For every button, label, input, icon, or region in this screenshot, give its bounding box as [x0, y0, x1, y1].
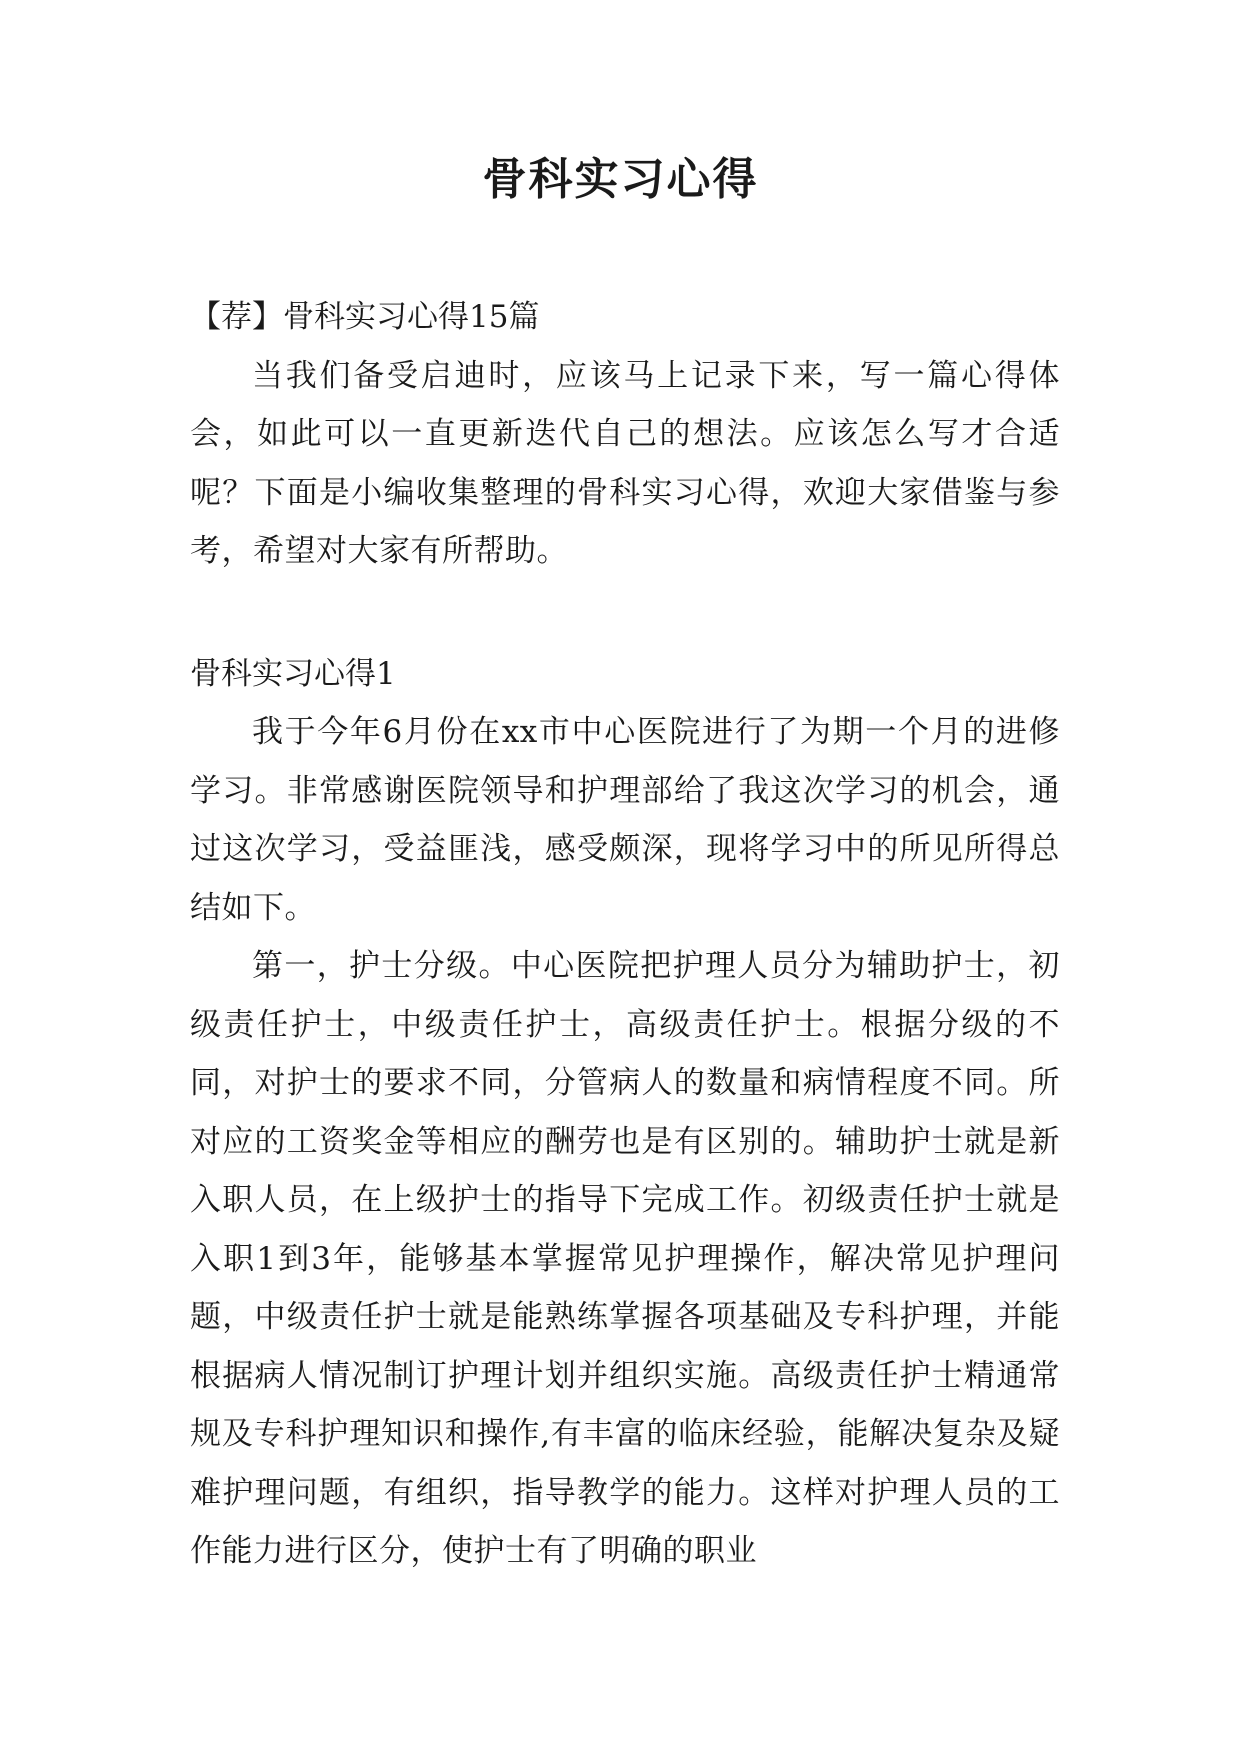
section-heading: 骨科实习心得1	[190, 655, 396, 692]
section-paragraph: 我于今年6月份在xx市中心医院进行了为期一个月的进修学习。非常感谢医院领导和护理部给了我这次学习的机会，通过这次学习，受益匪浅，感受颇深，现将学习中的所见所得总结如下。	[190, 714, 1060, 926]
intro-paragraph: 当我们备受启迪时，应该马上记录下来，写一篇心得体会，如此可以一直更新迭代自己的想法。应该怎么写才合适呢？下面是小编收集整理的骨科实习心得，欢迎大家借鉴与参考，希望对大家有所帮助。	[190, 357, 1060, 569]
section-spacer	[190, 581, 1060, 645]
document-title: 骨科实习心得	[482, 154, 759, 205]
document-subtitle: 【荐】骨科实习心得15篇	[190, 299, 540, 335]
section-paragraph: 第一，护士分级。中心医院把护理人员分为辅助护士，初级责任护士，中级责任护士，高级责任护士。根据分级的不同，对护士的要求不同，分管病人的数量和病情程度不同。所对应的工资奖金等相应的酬劳也是有区别的。辅助护士就是新入职人员，在上级护士的指导下完成工作。初级责任护士就是入职1到3年，能够基本掌握常见护理操作，解决常见护理问题，中级责任护士就是能熟练掌握各项基础及专科护理，并能根据病人情况制订护理计划并组织实施。高级责任护士精通常规及专科护理知识和操作,有丰富的临床经验，能解决复杂及疑难护理问题，有组织，指导教学的能力。这样对护理人员的工作能力进行区分，使护士有了明确的职业	[190, 948, 1060, 1569]
document-body	[190, 288, 1060, 1581]
